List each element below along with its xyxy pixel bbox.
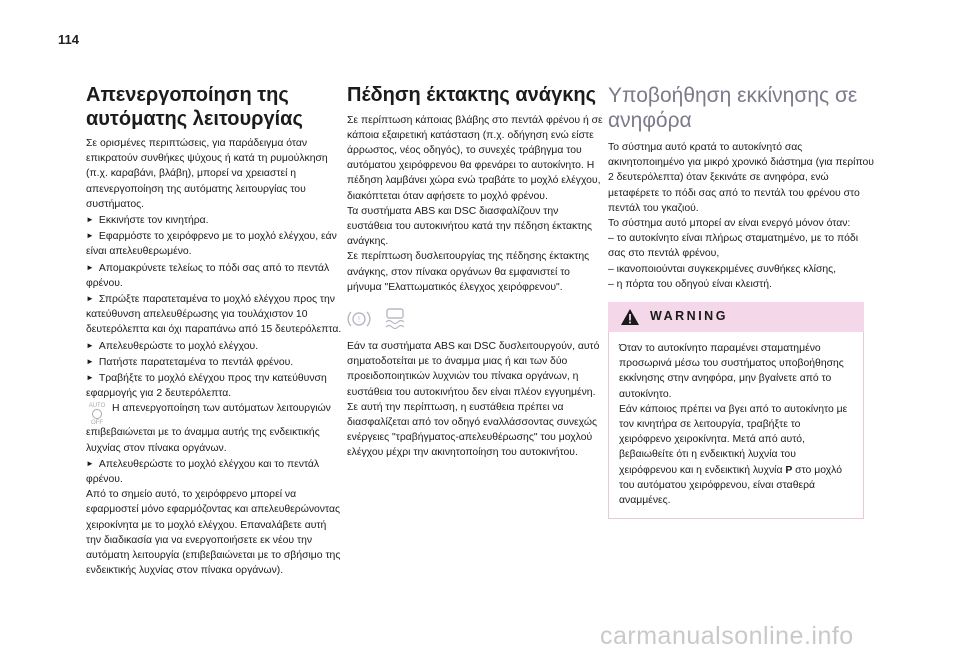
- step-list: [86, 212, 344, 401]
- list-item: ► Τραβήξτε το μοχλό ελέγχου προς την κατεύθυνση εφαρμογής για 2 δευτερόλεπτα.: [86, 370, 344, 401]
- section-title: Υποβοήθηση εκκίνησης σε ανηφόρα: [608, 84, 858, 132]
- list-item: ► Απελευθερώστε το μοχλό ελέγχου και το πεντάλ φρένου.: [86, 456, 344, 487]
- list-item: ► Απομακρύνετε τελείως το πόδι σας από το πεντάλ φρένου.: [86, 260, 344, 291]
- outro-paragraph: Από το σημείο αυτό, το χειρόφρενο μπορεί να εφαρμοστεί μόνο εφαρμόζοντας και απελευθερώνοντας χειροκίνητα με το μοχλό ελέγχου. Επαναλάβετε αυτή την διαδικασία για να ενεργοποιήσετε εκ νέου την αυτόματη λειτουργία (επιβεβαιώνεται με το σβήσιμο της ενδεικτικής λυχνίας στον πίνακα οργάνων).: [86, 489, 341, 577]
- list-item: ► Εκκινήστε τον κινητήρα.: [86, 212, 344, 228]
- svg-text:AUTO: AUTO: [88, 403, 106, 410]
- page-number: 114: [58, 32, 79, 47]
- column-parking-brake-auto-off: [86, 84, 344, 578]
- list-item: ► Απελευθερώστε το μοχλό ελέγχου.: [86, 338, 344, 354]
- arrow-right-icon: ►: [86, 294, 94, 304]
- column-emergency-braking: [347, 84, 605, 461]
- paragraph: Εάν τα συστήματα ABS και DSC δυσλειτουργούν, αυτό σηματοδοτείται με το άναμμα μιας ή και των δύο προειδοποιητικών λυχνιών του πίνακα οργάνων, η ευστάθεια του αυτοκινήτου δεν είναι πλέον εγγυημένη. Σε αυτή την περίπτωση, η ευστάθεια πρέπει να διασφαλίζεται από τον οδηγό εναλλάσσοντας συνεχώς ενέργειες "τραβήγματος-απελευθέρωσης" του μοχλού ελέγχου μέχρι την ακινητοποίηση του αυτοκινήτου.: [347, 340, 600, 459]
- warning-box: [608, 302, 864, 519]
- warning-triangle-icon: [620, 308, 640, 326]
- intro-paragraph: Σε ορισμένες περιπτώσεις, για παράδειγμα όταν επικρατούν συνθήκες ψύχους ή κατά τη ρυμούλκηση (π.χ. καραβάνι, βλάβη), μπορεί να χρειαστεί η απενεργοποίηση της αυτόματης λειτουργίας του συστήματος.: [86, 138, 328, 210]
- warning-lights-row: [347, 307, 605, 329]
- list-item: – η πόρτα του οδηγού είναι κλειστή.: [608, 278, 772, 290]
- autooff-warning-light-icon: [86, 401, 108, 425]
- section-title: Απενεργοποίηση της αυτόματης λειτουργίας: [86, 84, 303, 130]
- warning-body: [608, 332, 864, 519]
- warning-paragraph: Όταν το αυτοκίνητο παραμένει σταματημένο προσωρινά μέσω του συστήματος υποβοήθησης εκκίνησης στην ανηφόρα, μην βγαίνετε από το αυτοκίνητο.: [619, 343, 844, 400]
- warning-paragraph: Εάν κάποιος πρέπει να βγει από το αυτοκίνητο με τον κινητήρα σε λειτουργία, τραβήξτε το χειρόφρενο χειροκίνητα. Μετά από αυτό, βεβαιωθείτε ότι η ενδεικτική λυχνία του χειρόφρενου και η ενδεικτική λυχνία P στο μοχλό του αυτόματου χειρόφρενου, είναι σταθερά αναμμένες.: [619, 403, 848, 507]
- paragraph: Σε περίπτωση δυσλειτουργίας της πέδησης έκτακτης ανάγκης, στον πίνακα οργάνων θα εμφανιστεί το μήνυμα "Ελαττωματικός έλεγχος χειρόφρενου".: [347, 251, 590, 293]
- list-item: ► Σπρώξτε παρατεταμένα το μοχλό ελέγχου προς την κατεύθυνση απελευθέρωσης για τουλάχιστον 10 δευτερόλεπτα και όχι παραπάνω από 15 δευτερόλεπτα.: [86, 291, 344, 338]
- arrow-right-icon: ►: [86, 458, 94, 468]
- arrow-right-icon: ►: [86, 231, 94, 241]
- svg-text:OFF: OFF: [91, 420, 103, 426]
- arrow-right-icon: ►: [86, 340, 94, 350]
- warning-header: [608, 302, 864, 332]
- section-title: Πέδηση έκτακτης ανάγκης: [347, 84, 596, 106]
- condition-list: [608, 231, 878, 292]
- paragraph: Το σύστημα αυτό μπορεί αν είναι ενεργό μόνον όταν:: [608, 218, 851, 230]
- warning-title: WARNING: [650, 309, 728, 324]
- svg-text:!: !: [357, 314, 361, 324]
- list-item: – το αυτοκίνητο είναι πλήρως σταματημένο, με το πόδι σας στο πεντάλ φρένου,: [608, 233, 859, 260]
- autooff-text: Η απενεργοποίηση των αυτόματων λειτουργιών επιβεβαιώνεται με το άναμμα αυτής της ενδεικτικής λυχνίας στον πίνακα οργάνων.: [86, 403, 331, 454]
- brake-warning-icon: [347, 309, 371, 329]
- arrow-right-icon: ►: [86, 356, 94, 366]
- dsc-warning-icon: [382, 307, 408, 329]
- paragraph: Τα συστήματα ABS και DSC διασφαλίζουν την ευστάθεια του αυτοκινήτου κατά την πέδηση έκτακτης ανάγκης.: [347, 205, 593, 248]
- arrow-right-icon: ►: [86, 262, 94, 272]
- watermark: carmanualsonline.info: [600, 622, 854, 650]
- autooff-note: [86, 401, 344, 455]
- paragraph: Το σύστημα αυτό κρατά το αυτοκίνητό σας ακινητοποιημένο για μικρό χρονικό διάστημα (για περίπου 2 δευτερόλεπτα) όταν ξεκινάτε σε ανηφόρα, ενώ μεταφέρετε το πόδι σας από το πεντάλ του φρένου στο πεντάλ του γκαζιού.: [608, 142, 874, 214]
- arrow-right-icon: ►: [86, 215, 94, 225]
- arrow-right-icon: ►: [86, 373, 94, 383]
- list-item: – ικανοποιούνται συγκεκριμένες συνθήκες κλίσης,: [608, 263, 837, 275]
- list-item: ► Πατήστε παρατεταμένα το πεντάλ φρένου.: [86, 354, 344, 370]
- list-item: ► Εφαρμόστε το χειρόφρενο με το μοχλό ελέγχου, εάν είναι απελευθερωμένο.: [86, 228, 344, 259]
- paragraph: Σε περίπτωση κάποιας βλάβης στο πεντάλ φρένου ή σε κάποια εξαιρετική κατάσταση (π.χ. οδήγηση ενώ είστε άρρωστος, νέος οδηγός), το συνεχές τράβηγμα του αυτόματου χειρόφρενου θα φρενάρει το αυτοκίνητο. Η πέδηση λαμβάνει χώρα ενώ τραβάτε το μοχλό ελέγχου, διακόπτεται όταν αφήσετε το μοχλό φρένου.: [347, 114, 603, 202]
- column-hill-start-assist: [608, 84, 878, 519]
